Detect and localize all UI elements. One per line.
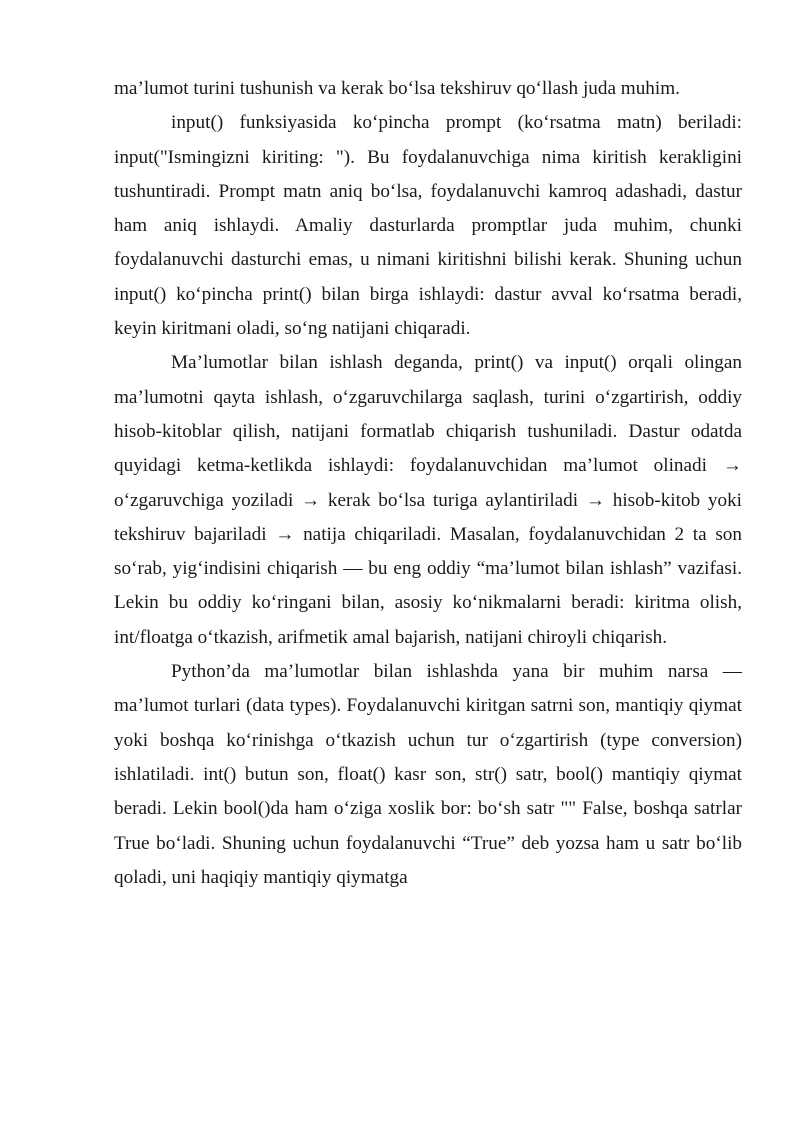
paragraph-4: Python’da ma’lumotlar bilan ishlashda yana bir muhim narsa — ma’lumot turlari (data types). Foydalanuvchi kiritgan satrni son, mantiqiy qiymat yoki boshqa ko‘rinishga o‘tkazish uchun tur o‘zgartirish (type conversion) ishlatiladi. int() butun son, float() kasr son, str() satr, bool() mantiqiy qiymat beradi. Lekin bool()da ham o‘ziga xoslik bor: bo‘sh satr "" False, boshqa satrlar True bo‘ladi. Shuning uchun foydalanuvchi “True” deb yozsa ham u satr bo‘lib qoladi, uni haqiqiy mantiqiy qiymatga (114, 661, 742, 888)
paragraph-1: ma’lumot turini tushunish va kerak bo‘lsa tekshiruv qo‘llash juda muhim. (114, 78, 680, 99)
paragraph-3: Ma’lumotlar bilan ishlash deganda, print() va input() orqali olingan ma’lumotni qayta ishlash, o‘zgaruvchilarga saqlash, turini o‘zgartirish, oddiy hisob-kitoblar qilish, natijani formatlab chiqarish tushuniladi. Dastur odatda quyidagi ketma-ketlikda ishlaydi: foydalanuvchidan ma’lumot olinadi → o‘zgaruvchiga yoziladi → kerak bo‘lsa turiga aylantiriladi → hisob-kitob yoki tekshiruv bajariladi → natija chiqariladi. Masalan, foydalanuvchidan 2 ta son so‘rab, yig‘indisini chiqarish — bu eng oddiy “ma’lumot bilan ishlash” vazifasi. Lekin bu oddiy ko‘ringani bilan, asosiy ko‘nikmalarni beradi: kiritma olish, int/floatga o‘tkazish, arifmetik amal bajarish, natijani chiroyli chiqarish. (114, 352, 742, 648)
paragraph-2: input() funksiyasida ko‘pincha prompt (ko‘rsatma matn) beriladi: input("Ismingizni kiriting: "). Bu foydalanuvchiga nima kiritish kerakligini tushuntiradi. Prompt matn aniq bo‘lsa, foydalanuvchi kamroq adashadi, dastur ham aniq ishlaydi. Amaliy dasturlarda promptlar juda muhim, chunki foydalanuvchi dasturchi emas, u nimani kiritishni bilishi kerak. Shuning uchun input() ko‘pincha print() bilan birga ishlaydi: dastur avval ko‘rsatma beradi, keyin kiritmani oladi, so‘ng natijani chiqaradi. (114, 112, 742, 340)
